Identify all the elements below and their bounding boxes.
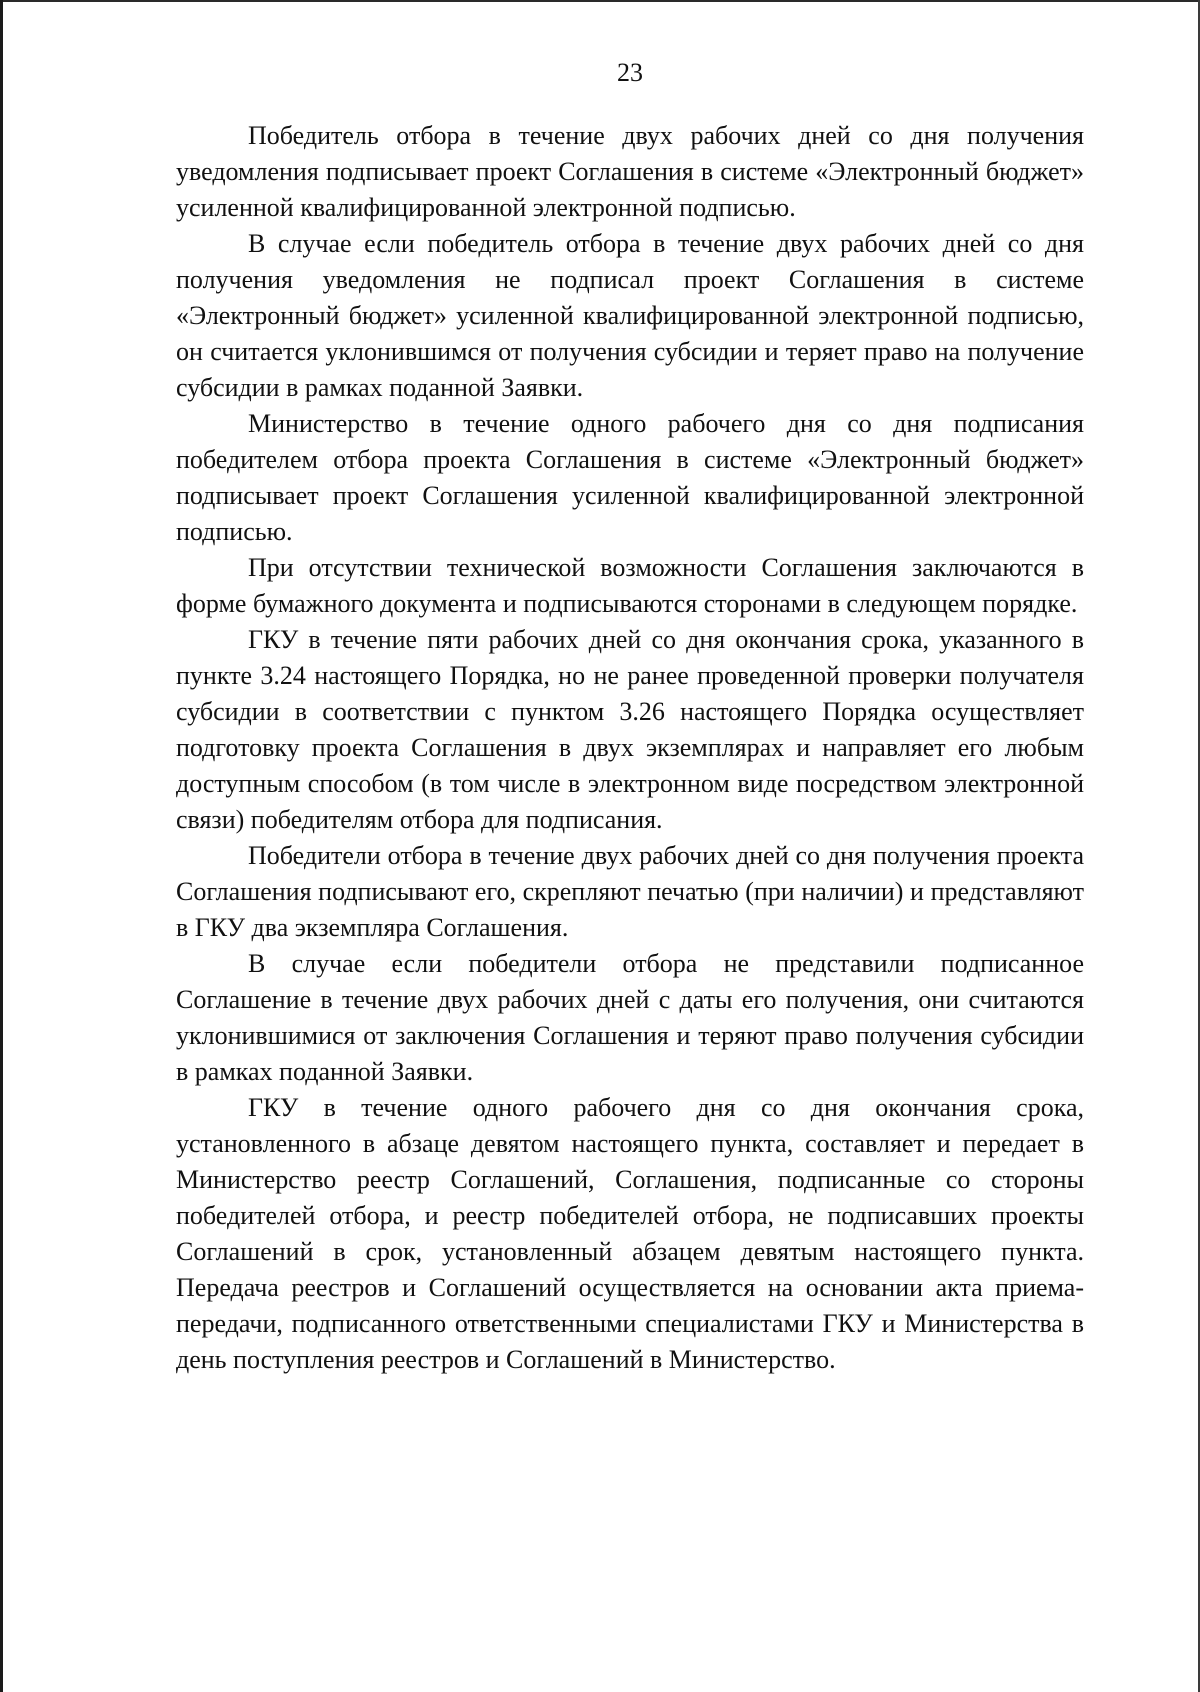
paragraph: В случае если победители отбора не представили подписанное Соглашение в течение двух рабочих дней с даты его получения, они считаются уклонившимися от заключения Соглашения и теряют право получения субсидии в рамках поданной Заявки.	[176, 949, 1084, 1086]
page-number: 23	[617, 58, 643, 87]
paragraph: Победитель отбора в течение двух рабочих дней со дня получения уведомления подписывает проект Соглашения в системе «Электронный бюджет» усиленной квалифицированной электронной подписью.	[176, 121, 1084, 222]
scan-edge-left	[0, 0, 3, 1692]
paragraph: ГКУ в течение одного рабочего дня со дня окончания срока, установленного в абзаце девятом настоящего пункта, составляет и передает в Министерство реестр Соглашений, Соглашения, подписанные со стороны победителей отбора, и реестр победителей отбора, не подписавших проекты Соглашений в срок, установленный абзацем девятым настоящего пункта. Передача реестров и Соглашений осуществляется на основании акта приема-передачи, подписанного ответственными специалистами ГКУ и Министерства в день поступления реестров и Соглашений в Министерство.	[176, 1093, 1084, 1374]
scan-edge-top	[0, 0, 1200, 2]
document-body	[176, 118, 1084, 1378]
paragraph: При отсутствии технической возможности Соглашения заключаются в форме бумажного документа и подписываются сторонами в следующем порядке.	[176, 553, 1084, 618]
paragraph: Победители отбора в течение двух рабочих дней со дня получения проекта Соглашения подписывают его, скрепляют печатью (при наличии) и представляют в ГКУ два экземпляра Соглашения.	[176, 841, 1084, 942]
paragraph: Министерство в течение одного рабочего дня со дня подписания победителем отбора проекта Соглашения в системе «Электронный бюджет» подписывает проект Соглашения усиленной квалифицированной электронной подписью.	[176, 409, 1084, 546]
paragraph: ГКУ в течение пяти рабочих дней со дня окончания срока, указанного в пункте 3.24 настоящего Порядка, но не ранее проведенной проверки получателя субсидии в соответствии с пунктом 3.26 настоящего Порядка осуществляет подготовку проекта Соглашения в двух экземплярах и направляет его любым доступным способом (в том числе в электронном виде посредством электронной связи) победителям отбора для подписания.	[176, 625, 1084, 834]
paragraph: В случае если победитель отбора в течение двух рабочих дней со дня получения уведомления не подписал проект Соглашения в системе «Электронный бюджет» усиленной квалифицированной электронной подписью, он считается уклонившимся от получения субсидии и теряет право на получение субсидии в рамках поданной Заявки.	[176, 229, 1084, 402]
